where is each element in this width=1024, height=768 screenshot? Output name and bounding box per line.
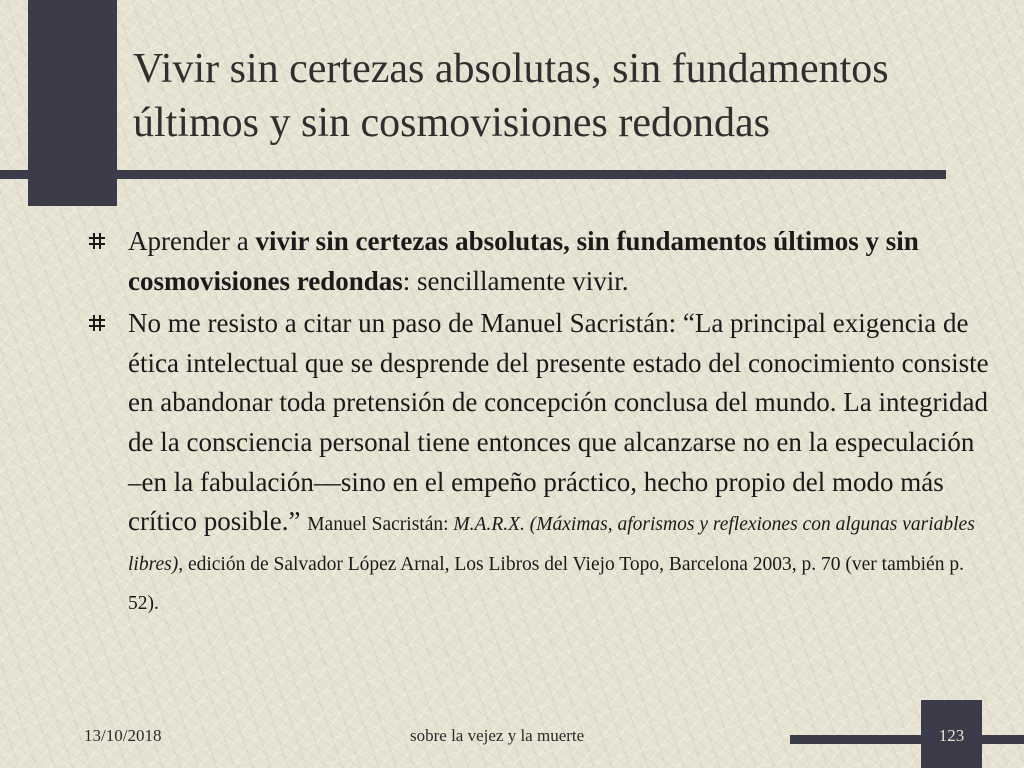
bullet-item-1 [88, 222, 993, 301]
title-underline-bar [0, 170, 946, 179]
bullet-item-2 [88, 304, 993, 621]
slide-title-line-1: Vivir sin certezas absolutas, sin fundamentos [133, 46, 889, 92]
citation-details: edición de Salvador López Arnal, Los Libros del Viejo Topo, Barcelona 2003, p. 70 (ver también p. 52). [128, 553, 964, 615]
slide-title-line-2: últimos y sin cosmovisiones redondas [133, 100, 770, 146]
bullet-1-emphasis: vivir sin certezas absolutas, sin fundamentos últimos y sin cosmovisiones redondas [128, 226, 919, 296]
footer-date: 13/10/2018 [84, 726, 162, 745]
bullet-1-intro: Aprender a [128, 226, 256, 256]
slide-content [88, 222, 993, 621]
bullet-2-quote: No me resisto a citar un paso de Manuel Sacristán: “La principal exigencia de ética intelectual que se desprende del presente estado del conocimiento consiste en abandonar toda pretensión de concepción conclusa del mundo. La integridad de la consciencia personal tiene entonces que alcanzarse no en la especulación –en la fabulación—sino en el empeño práctico, hecho propio del modo más crítico posible.” [128, 308, 989, 537]
page-number: 123 [938, 726, 965, 745]
bullet-1-ending: : sencillamente vivir. [402, 265, 629, 296]
citation-author: Manuel Sacristán [307, 514, 444, 536]
slide-title [133, 42, 1024, 150]
hash-bullet-icon [88, 314, 106, 332]
footer-title: sobre la vejez y la muerte [410, 726, 585, 745]
citation-title: M.A.R.X. (Máximas, aforismos y reflexiones con algunas variables libres), [128, 514, 975, 575]
footer-bar [790, 735, 1024, 744]
hash-bullet-icon [88, 232, 106, 250]
citation-colon: : [443, 514, 454, 536]
